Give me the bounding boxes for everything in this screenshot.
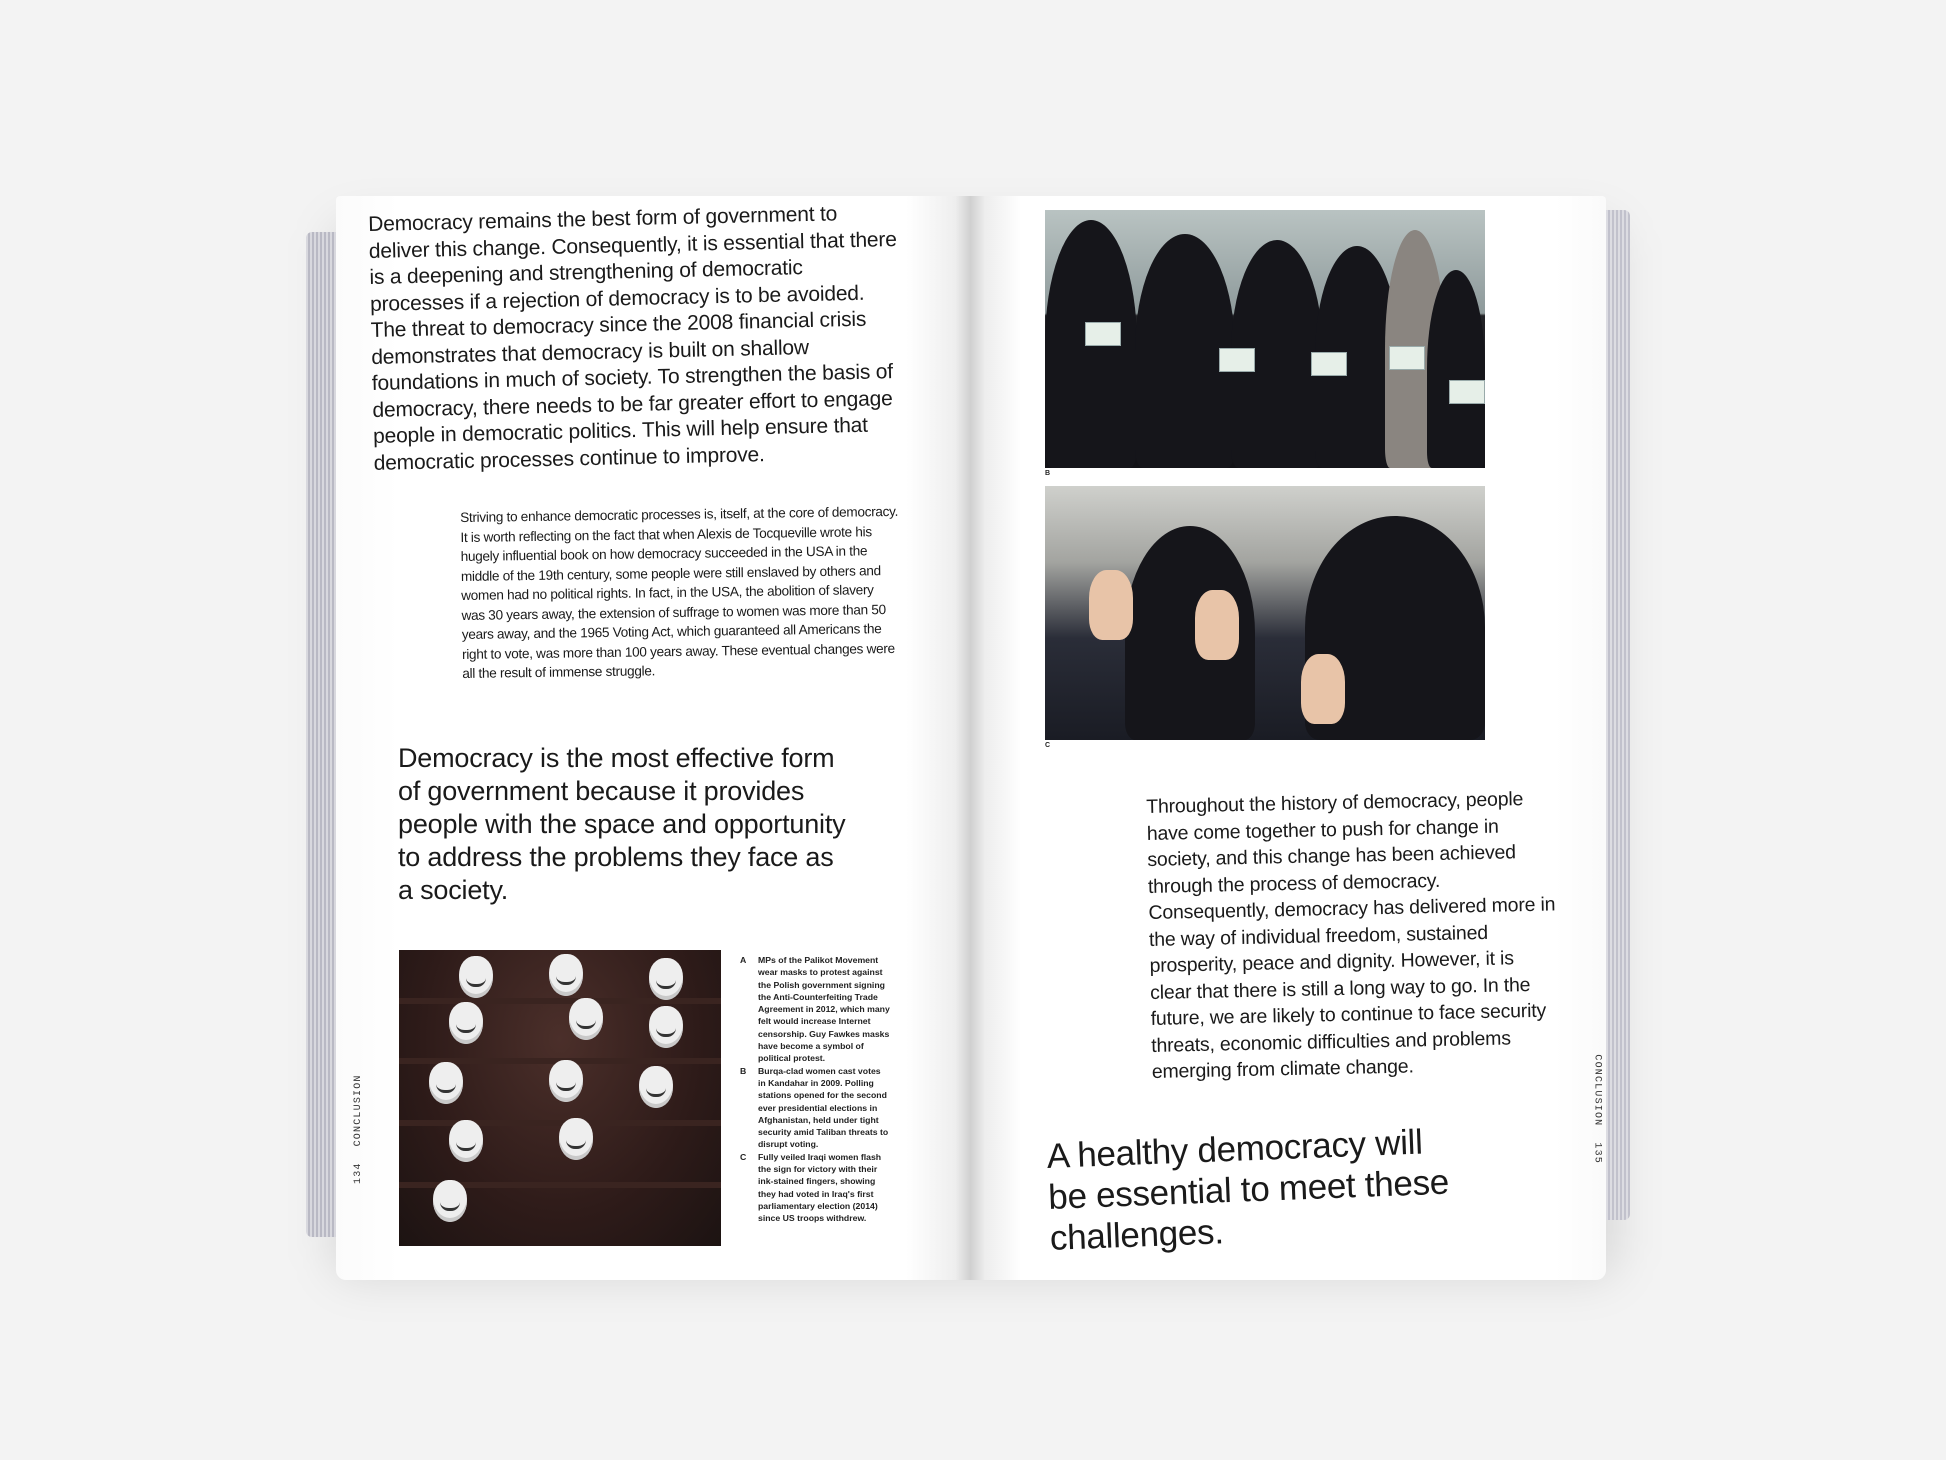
voter-card <box>1389 346 1425 370</box>
caption-text: Burqa-clad women cast votes in Kandahar in 2009. Polling stations opened for the second ever presidential elections in Afghanistan, held under tight security amid Taliban threats to disrupt voting. <box>758 1065 889 1150</box>
section-name: CONCLUSION <box>353 1074 364 1147</box>
voter-card <box>1449 380 1485 404</box>
guy-fawkes-mask <box>639 1066 673 1108</box>
body-paragraph: Striving to enhance democratic processes is, itself, at the core of democracy. It is worth reflecting on the fact that when Alexis de Tocqueville wrote his hugely influential book on how democracy succeeded in the USA in the middle of the 19th century, some people were still enslaved by others and women had no political rights. In fact, in the USA, the abolition of slavery was 30 years away, the extension of suffrage to women was more than 50 years away, and the 1965 Voting Act, which guaranteed all Americans the right to vote, was more than 100 years away. These eventual changes were all the result of immense struggle. <box>460 503 899 681</box>
guy-fawkes-mask <box>449 1120 483 1162</box>
guy-fawkes-mask <box>549 954 583 996</box>
guy-fawkes-mask <box>449 1002 483 1044</box>
guy-fawkes-mask <box>559 1118 593 1160</box>
photo-ink-fingers <box>1045 486 1485 740</box>
voter-card <box>1311 352 1347 376</box>
right-page <box>970 196 1606 1280</box>
guy-fawkes-mask <box>459 956 493 998</box>
caption-text: Fully veiled Iraqi women flash the sign for victory with their ink-stained fingers, showing they had voted in Iraq's first parliamentary election (2014) since US troops withdrew. <box>758 1151 882 1224</box>
caption-letter: C <box>740 1151 747 1162</box>
caption-b <box>740 1065 890 1151</box>
caption-c <box>740 1151 890 1225</box>
folio-right <box>1592 1054 1603 1180</box>
victory-hand <box>1195 590 1239 660</box>
photo-label-c: C <box>1045 742 1051 749</box>
voter-card <box>1219 348 1255 372</box>
section-name: CONCLUSION <box>1592 1054 1603 1127</box>
veiled-figure <box>1427 270 1485 468</box>
page-number: 135 <box>1592 1142 1603 1164</box>
left-page <box>336 196 970 1280</box>
victory-hand <box>1301 654 1345 724</box>
book-gutter <box>955 196 985 1280</box>
guy-fawkes-mask <box>549 1060 583 1102</box>
bench <box>399 998 721 1004</box>
guy-fawkes-mask <box>433 1180 467 1222</box>
voter-card <box>1085 322 1121 346</box>
pull-quote: Democracy is the most effective form of government because it provides people with the space and opportunity to address the problems they face as a society. <box>398 743 846 905</box>
caption-letter: A <box>740 955 747 965</box>
caption-a <box>740 954 890 1065</box>
photo-captions <box>740 954 890 1225</box>
photo-masked-mps <box>399 950 721 1246</box>
folio-left <box>353 1058 364 1184</box>
caption-text: MPs of the Palikot Movement wear masks to protest against the Polish government signing the Anti-Counterfeiting Trade Agreement in 2012, which many felt would increase Internet censorship. Guy Fawkes masks have become a symbol of political protest. <box>758 955 890 1064</box>
guy-fawkes-mask <box>649 1006 683 1048</box>
lead-paragraph: Democracy remains the best form of government to deliver this change. Consequently, it is essential that there is a deepening and strengthening of democratic processes if a rejection of democracy is to be avoided. The threat to democracy since the 2008 financial crisis demonstrates that democracy is built on shallow foundations in much of society. To strengthen the basis of democracy, there needs to be far greater effort to engage people in democratic politics. This will help ensure that democratic processes continue to improve. <box>368 202 897 475</box>
bench <box>399 1120 721 1126</box>
caption-letter: B <box>740 1065 747 1076</box>
guy-fawkes-mask <box>569 998 603 1040</box>
photo-label-b: B <box>1045 470 1051 477</box>
guy-fawkes-mask <box>649 958 683 1000</box>
page-number: 134 <box>353 1162 364 1184</box>
victory-hand <box>1089 570 1133 640</box>
guy-fawkes-mask <box>429 1062 463 1104</box>
body-paragraph: Throughout the history of democracy, people have come together to push for change in society, and this change has been achieved through the process of democracy. Consequently, democracy has delivered more in the way of individual freedom, sustained prosperity, peace and dignity. However, it is clear that there is still a long way to go. In the future, we are likely to continue to face security threats, economic difficulties and problems emerging from climate change. <box>1146 788 1556 1083</box>
photo-burqa-voters <box>1045 210 1485 468</box>
pull-quote: A healthy democracy will be essential to meet these challenges. <box>1046 1122 1450 1258</box>
